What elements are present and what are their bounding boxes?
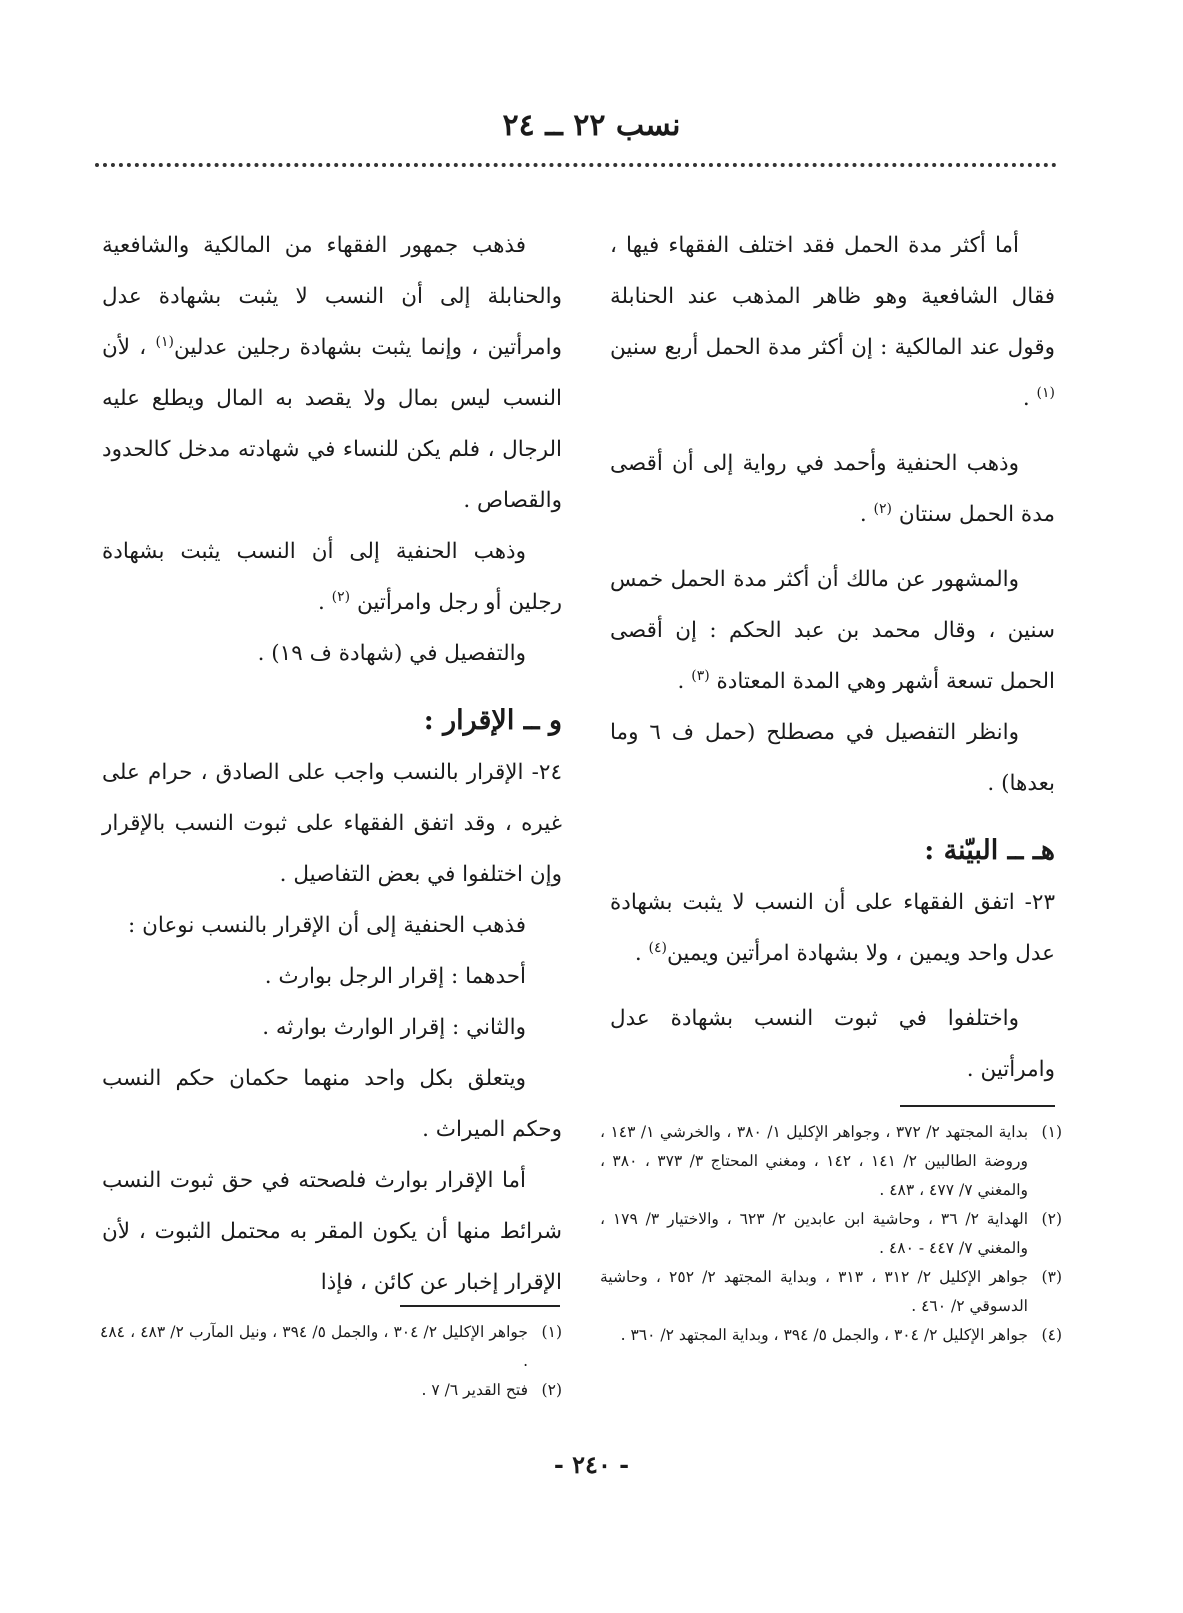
footnote-number: (٢) (1041, 1210, 1062, 1228)
paragraph: واختلفوا في ثبوت النسب بشهادة عدل وامرأتين . (610, 1006, 1055, 1082)
footnote-number: (٢) (541, 1381, 562, 1399)
paragraph-text: . (634, 941, 649, 966)
footnote-ref: (٣) (691, 667, 710, 684)
footnote-item (600, 1321, 1062, 1350)
footnote-text: بداية المجتهد ٢/ ٣٧٢ ، وجواهر الإكليل ١/ ٣٨٠ ، والخرشي ١/ ١٤٣ ، وروضة الطالبين ٢/ ١٤١ ، ١٤٢ ، ومغني المحتاج ٣/ ٣٧٣ ، ٣٨٠ ، والمغني ٧/ ٤٧٧ ، ٤٨٣ . (600, 1123, 1029, 1199)
paragraph-text: . (677, 669, 692, 694)
paragraph: أحدهما : إقرار الرجل بوارث . (264, 964, 526, 989)
footnote-rule (400, 1305, 560, 1307)
left-column (102, 220, 562, 1308)
paragraph-text: . (859, 502, 874, 527)
footnotes-left (100, 1318, 562, 1405)
paragraph (610, 220, 1055, 424)
paragraph-text: وذهب الحنفية وأحمد في رواية إلى أن أقصى مدة الحمل سنتان (610, 451, 1055, 527)
paragraph: والثاني : إقرار الوارث بوارثه . (262, 1015, 526, 1040)
paragraph (102, 526, 562, 628)
footnote-rule (900, 1105, 1055, 1107)
footnote-text: جواهر الإكليل ٢/ ٣٠٤ ، والجمل ٥/ ٣٩٤ ، وبداية المجتهد ٢/ ٣٦٠ . (620, 1326, 1028, 1344)
footnote-ref: (١) (1036, 384, 1055, 401)
footnote-item (100, 1318, 562, 1376)
footnote-item (100, 1376, 562, 1405)
footnote-number: (١) (541, 1323, 562, 1341)
footnote-item (600, 1205, 1062, 1263)
paragraph: أما الإقرار بوارث فلصحته في حق ثبوت النسب شرائط منها أن يكون المقر به محتمل الثبوت ، لأن الإقرار إخبار عن كائن ، فإذا (102, 1168, 562, 1295)
footnote-item (600, 1263, 1062, 1321)
page-number: - ٢٤٠ - (553, 1450, 630, 1479)
paragraph-text: ٢٣- اتفق الفقهاء على أن النسب لا يثبت بشهادة عدل واحد ويمين ، ولا بشهادة امرأتين ويمين (610, 890, 1055, 966)
paragraph-text: . (318, 590, 332, 615)
paragraph: وانظر التفصيل في مصطلح (حمل ف ٦ وما بعدها) . (610, 720, 1055, 796)
section-heading: هـ ــ البيّنة : (924, 835, 1055, 866)
footnote-ref: (٢) (873, 500, 892, 517)
paragraph (610, 877, 1055, 979)
footnote-ref: (٤) (648, 939, 667, 956)
right-column (610, 220, 1055, 1095)
footnote-text: فتح القدير ٦/ ٧ . (421, 1381, 528, 1399)
paragraph (610, 554, 1055, 707)
header-dotted-rule (95, 163, 1057, 167)
footnote-number: (١) (1041, 1123, 1062, 1141)
footnote-text: جواهر الإكليل ٢/ ٣٠٤ ، والجمل ٥/ ٣٩٤ ، ونيل المآرب ٢/ ٤٨٣ ، ٤٨٤ . (100, 1323, 528, 1370)
paragraph-text: أما أكثر مدة الحمل فقد اختلف الفقهاء فيها ، فقال الشافعية وهو ظاهر المذهب عند الحنابلة وقول عند المالكية : إن أكثر مدة الحمل أربع سنين (610, 233, 1055, 360)
footnote-number: (٣) (1041, 1268, 1062, 1286)
footnote-number: (٤) (1041, 1326, 1062, 1344)
footnote-ref: (٢) (331, 588, 351, 605)
paragraph (610, 438, 1055, 540)
footnotes-right (600, 1118, 1062, 1350)
footnote-text: الهداية ٢/ ٣٦ ، وحاشية ابن عابدين ٢/ ٦٢٣ ، والاختيار ٣/ ١٧٩ ، والمغني ٧/ ٤٤٧ - ٤٨٠ . (600, 1210, 1029, 1257)
paragraph-text: والمشهور عن مالك أن أكثر مدة الحمل خمس سنين ، وقال محمد بن عبد الحكم : إن أقصى الحمل تسعة أشهر وهي المدة المعتادة (610, 567, 1055, 694)
paragraph: فذهب الحنفية إلى أن الإقرار بالنسب نوعان : (128, 913, 526, 938)
footnote-text: جواهر الإكليل ٢/ ٣١٢ ، ٣١٣ ، وبداية المجتهد ٢/ ٢٥٢ ، وحاشية الدسوقي ٢/ ٤٦٠ . (600, 1268, 1028, 1315)
paragraph: ويتعلق بكل واحد منهما حكمان حكم النسب وحكم الميراث . (102, 1066, 562, 1142)
page-header: نسب ٢٢ ــ ٢٤ (502, 108, 681, 143)
paragraph (102, 220, 562, 526)
paragraph-text: ، لأن النسب ليس بمال ولا يقصد به المال ويطلع عليه الرجال ، فلم يكن للنساء في شهادته مدخل كالحدود والقصاص . (102, 335, 562, 513)
paragraph: والتفصيل في (شهادة ف ١٩) . (257, 641, 526, 666)
footnote-item (600, 1118, 1062, 1205)
footnote-ref: (١) (155, 333, 174, 350)
paragraph-text: فذهب جمهور الفقهاء من المالكية والشافعية والحنابلة إلى أن النسب لا يثبت بشهادة عدل وامرأتين ، وإنما يثبت بشهادة رجلين عدلين (102, 233, 562, 360)
section-heading: و ــ الإقرار : (423, 705, 562, 736)
paragraph-text: وذهب الحنفية إلى أن النسب يثبت بشهادة رجلين أو رجل وامرأتين (102, 539, 562, 615)
paragraph-text: . (1022, 386, 1037, 411)
paragraph: ٢٤- الإقرار بالنسب واجب على الصادق ، حرام على غيره ، وقد اتفق الفقهاء على ثبوت النسب بالإقرار وإن اختلفوا في بعض التفاصيل . (102, 760, 562, 887)
